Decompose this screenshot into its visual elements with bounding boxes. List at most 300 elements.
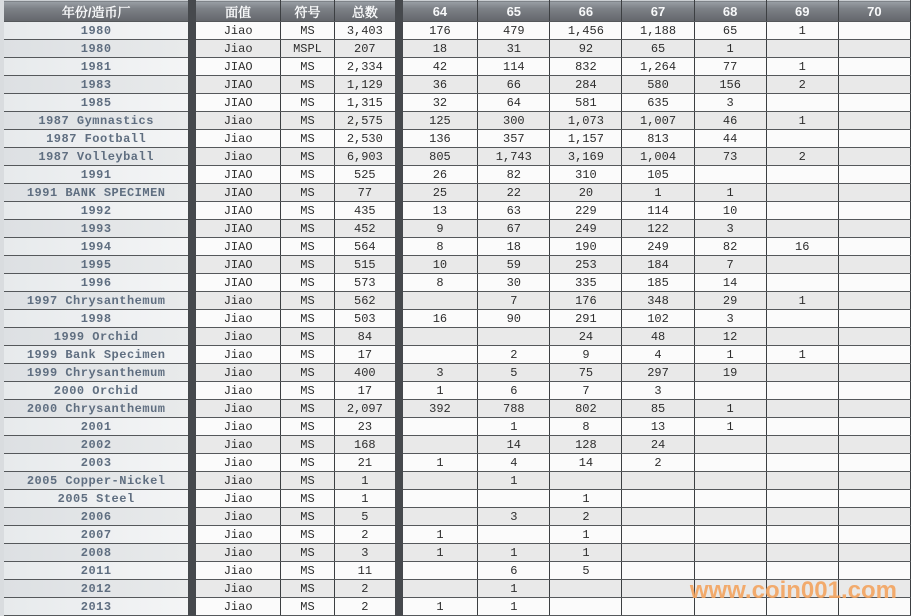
cell-symbol: MS — [280, 292, 334, 310]
cell-grade-66: 8 — [550, 418, 622, 436]
cell-denomination: Jiao — [192, 544, 280, 562]
cell-grade-65: 114 — [478, 58, 550, 76]
cell-grade-69: 1 — [766, 58, 838, 76]
cell-grade-64: 16 — [399, 310, 478, 328]
cell-grade-69 — [766, 472, 838, 490]
cell-year[interactable]: 2005 Copper-Nickel — [2, 472, 192, 490]
cell-grade-68: 19 — [694, 364, 766, 382]
cell-grade-69: 1 — [766, 292, 838, 310]
cell-grade-69 — [766, 508, 838, 526]
cell-symbol: MS — [280, 472, 334, 490]
cell-grade-68 — [694, 598, 766, 616]
cell-grade-65: 357 — [478, 130, 550, 148]
table-row — [2, 130, 911, 148]
cell-grade-67 — [622, 490, 694, 508]
cell-grade-66: 1,073 — [550, 112, 622, 130]
table-row — [2, 526, 911, 544]
table-row — [2, 454, 911, 472]
cell-grade-64 — [399, 292, 478, 310]
header-cell-denomination: 面值 — [192, 1, 280, 22]
table-row — [2, 94, 911, 112]
cell-total: 23 — [335, 418, 399, 436]
cell-grade-69 — [766, 184, 838, 202]
cell-grade-70 — [838, 166, 910, 184]
cell-grade-64: 36 — [399, 76, 478, 94]
cell-grade-70 — [838, 94, 910, 112]
cell-denomination: Jiao — [192, 382, 280, 400]
cell-grade-69 — [766, 544, 838, 562]
cell-denomination: Jiao — [192, 598, 280, 616]
cell-grade-70 — [838, 562, 910, 580]
cell-grade-69: 2 — [766, 148, 838, 166]
cell-grade-65: 22 — [478, 184, 550, 202]
cell-total: 525 — [335, 166, 399, 184]
cell-year[interactable]: 2005 Steel — [2, 490, 192, 508]
cell-symbol: MS — [280, 256, 334, 274]
cell-grade-66: 581 — [550, 94, 622, 112]
cell-year[interactable]: 1997 Chrysanthemum — [2, 292, 192, 310]
cell-grade-66 — [550, 580, 622, 598]
cell-grade-64 — [399, 418, 478, 436]
cell-grade-70 — [838, 292, 910, 310]
cell-total: 515 — [335, 256, 399, 274]
cell-symbol: MS — [280, 184, 334, 202]
cell-grade-70 — [838, 76, 910, 94]
cell-symbol: MS — [280, 580, 334, 598]
cell-grade-67: 1,188 — [622, 22, 694, 40]
cell-grade-64: 8 — [399, 238, 478, 256]
cell-grade-66: 5 — [550, 562, 622, 580]
cell-grade-65: 67 — [478, 220, 550, 238]
cell-grade-67 — [622, 472, 694, 490]
table-row — [2, 22, 911, 40]
cell-grade-68 — [694, 490, 766, 508]
cell-symbol: MS — [280, 598, 334, 616]
cell-grade-70 — [838, 364, 910, 382]
cell-grade-66: 284 — [550, 76, 622, 94]
site-watermark: www.coin001.com — [689, 577, 897, 604]
cell-grade-70 — [838, 346, 910, 364]
cell-grade-68: 3 — [694, 94, 766, 112]
header-cell-grade-69: 69 — [766, 1, 838, 22]
cell-grade-66: 176 — [550, 292, 622, 310]
cell-grade-67: 249 — [622, 238, 694, 256]
cell-denomination: JIAO — [192, 76, 280, 94]
cell-year[interactable]: 1995 — [2, 256, 192, 274]
cell-symbol: MS — [280, 436, 334, 454]
cell-grade-70 — [838, 220, 910, 238]
cell-year[interactable]: 1998 — [2, 310, 192, 328]
cell-grade-67 — [622, 598, 694, 616]
cell-denomination: Jiao — [192, 148, 280, 166]
cell-denomination: JIAO — [192, 184, 280, 202]
cell-year[interactable]: 1980 — [2, 40, 192, 58]
cell-total: 562 — [335, 292, 399, 310]
cell-grade-65: 1,743 — [478, 148, 550, 166]
cell-denomination: Jiao — [192, 508, 280, 526]
cell-grade-69: 16 — [766, 238, 838, 256]
cell-grade-64: 1 — [399, 598, 478, 616]
cell-grade-66: 832 — [550, 58, 622, 76]
cell-total: 17 — [335, 382, 399, 400]
cell-grade-64 — [399, 328, 478, 346]
cell-grade-64: 125 — [399, 112, 478, 130]
cell-grade-69 — [766, 382, 838, 400]
cell-grade-67: 348 — [622, 292, 694, 310]
cell-denomination: Jiao — [192, 454, 280, 472]
cell-symbol: MS — [280, 490, 334, 508]
cell-symbol: MS — [280, 148, 334, 166]
cell-grade-65: 1 — [478, 544, 550, 562]
cell-grade-64 — [399, 436, 478, 454]
table-row — [2, 472, 911, 490]
table-row — [2, 292, 911, 310]
cell-grade-66: 20 — [550, 184, 622, 202]
cell-grade-67: 114 — [622, 202, 694, 220]
cell-denomination: JIAO — [192, 256, 280, 274]
cell-year[interactable]: 2011 — [2, 562, 192, 580]
cell-grade-64: 9 — [399, 220, 478, 238]
cell-grade-70 — [838, 22, 910, 40]
cell-symbol: MS — [280, 364, 334, 382]
cell-grade-64: 18 — [399, 40, 478, 58]
cell-grade-64: 42 — [399, 58, 478, 76]
cell-grade-70 — [838, 598, 910, 616]
cell-year[interactable]: 2012 — [2, 580, 192, 598]
cell-denomination: Jiao — [192, 526, 280, 544]
cell-denomination: Jiao — [192, 346, 280, 364]
cell-year[interactable]: 1987 Gymnastics — [2, 112, 192, 130]
cell-grade-70 — [838, 580, 910, 598]
cell-grade-68: 1 — [694, 400, 766, 418]
cell-grade-69 — [766, 202, 838, 220]
table-row — [2, 382, 911, 400]
cell-grade-67: 185 — [622, 274, 694, 292]
cell-grade-70 — [838, 148, 910, 166]
table-row — [2, 400, 911, 418]
cell-grade-64: 1 — [399, 454, 478, 472]
cell-grade-65: 479 — [478, 22, 550, 40]
cell-grade-70 — [838, 112, 910, 130]
cell-grade-68 — [694, 580, 766, 598]
cell-total: 1,315 — [335, 94, 399, 112]
cell-year[interactable]: 1985 — [2, 94, 192, 112]
cell-grade-67 — [622, 508, 694, 526]
cell-grade-69 — [766, 328, 838, 346]
cell-year[interactable]: 1994 — [2, 238, 192, 256]
cell-total: 2 — [335, 598, 399, 616]
cell-year[interactable]: 1996 — [2, 274, 192, 292]
cell-symbol: MS — [280, 346, 334, 364]
table-row — [2, 256, 911, 274]
cell-grade-65: 1 — [478, 472, 550, 490]
cell-grade-66: 335 — [550, 274, 622, 292]
cell-grade-66: 1,157 — [550, 130, 622, 148]
cell-denomination: JIAO — [192, 94, 280, 112]
cell-grade-69 — [766, 310, 838, 328]
cell-year[interactable]: 1991 BANK SPECIMEN — [2, 184, 192, 202]
cell-year[interactable]: 1999 Orchid — [2, 328, 192, 346]
cell-grade-64: 805 — [399, 148, 478, 166]
cell-year[interactable]: 1993 — [2, 220, 192, 238]
cell-denomination: Jiao — [192, 400, 280, 418]
table-row — [2, 274, 911, 292]
cell-grade-68: 29 — [694, 292, 766, 310]
cell-year[interactable]: 1980 — [2, 22, 192, 40]
cell-grade-65: 90 — [478, 310, 550, 328]
cell-grade-65: 6 — [478, 562, 550, 580]
cell-grade-65: 18 — [478, 238, 550, 256]
cell-grade-68 — [694, 508, 766, 526]
cell-grade-67 — [622, 544, 694, 562]
cell-symbol: MS — [280, 508, 334, 526]
cell-grade-70 — [838, 130, 910, 148]
cell-grade-70 — [838, 490, 910, 508]
cell-symbol: MS — [280, 562, 334, 580]
table-row — [2, 166, 911, 184]
cell-grade-69 — [766, 40, 838, 58]
cell-grade-65: 1 — [478, 418, 550, 436]
cell-denomination: Jiao — [192, 436, 280, 454]
cell-grade-64: 8 — [399, 274, 478, 292]
cell-year[interactable]: 2000 Orchid — [2, 382, 192, 400]
cell-symbol: MS — [280, 94, 334, 112]
cell-total: 2 — [335, 580, 399, 598]
cell-grade-66: 75 — [550, 364, 622, 382]
cell-symbol: MS — [280, 22, 334, 40]
cell-grade-66 — [550, 598, 622, 616]
cell-grade-68: 1 — [694, 346, 766, 364]
cell-grade-68 — [694, 166, 766, 184]
cell-symbol: MS — [280, 58, 334, 76]
cell-grade-64: 25 — [399, 184, 478, 202]
cell-grade-67: 1,007 — [622, 112, 694, 130]
cell-grade-65: 7 — [478, 292, 550, 310]
cell-denomination: Jiao — [192, 472, 280, 490]
table-row — [2, 184, 911, 202]
cell-grade-64: 13 — [399, 202, 478, 220]
cell-total: 2,575 — [335, 112, 399, 130]
header-cell-grade-70: 70 — [838, 1, 910, 22]
cell-grade-66: 253 — [550, 256, 622, 274]
cell-total: 21 — [335, 454, 399, 472]
cell-grade-70 — [838, 436, 910, 454]
cell-grade-65 — [478, 328, 550, 346]
cell-grade-64: 32 — [399, 94, 478, 112]
cell-grade-66: 24 — [550, 328, 622, 346]
cell-grade-65: 5 — [478, 364, 550, 382]
cell-grade-69: 1 — [766, 346, 838, 364]
cell-grade-67: 105 — [622, 166, 694, 184]
cell-grade-69 — [766, 562, 838, 580]
cell-grade-64: 176 — [399, 22, 478, 40]
cell-total: 17 — [335, 346, 399, 364]
cell-grade-67: 1,004 — [622, 148, 694, 166]
cell-year[interactable]: 2003 — [2, 454, 192, 472]
cell-grade-67: 4 — [622, 346, 694, 364]
cell-year[interactable]: 1981 — [2, 58, 192, 76]
cell-year[interactable]: 2001 — [2, 418, 192, 436]
cell-grade-65: 6 — [478, 382, 550, 400]
header-cell-grade-68: 68 — [694, 1, 766, 22]
cell-year[interactable]: 1999 Chrysanthemum — [2, 364, 192, 382]
cell-grade-70 — [838, 58, 910, 76]
cell-denomination: Jiao — [192, 292, 280, 310]
cell-grade-67: 297 — [622, 364, 694, 382]
cell-total: 452 — [335, 220, 399, 238]
cell-grade-69: 1 — [766, 112, 838, 130]
table-row — [2, 310, 911, 328]
cell-grade-70 — [838, 400, 910, 418]
cell-grade-68: 82 — [694, 238, 766, 256]
cell-denomination: Jiao — [192, 418, 280, 436]
cell-grade-66: 14 — [550, 454, 622, 472]
cell-denomination: Jiao — [192, 22, 280, 40]
cell-year[interactable]: 1983 — [2, 76, 192, 94]
cell-total: 6,903 — [335, 148, 399, 166]
table-row — [2, 58, 911, 76]
cell-grade-70 — [838, 40, 910, 58]
cell-grade-64: 1 — [399, 526, 478, 544]
cell-total: 77 — [335, 184, 399, 202]
cell-denomination: JIAO — [192, 220, 280, 238]
cell-total: 400 — [335, 364, 399, 382]
cell-grade-70 — [838, 256, 910, 274]
cell-total: 2 — [335, 526, 399, 544]
cell-year[interactable]: 2008 — [2, 544, 192, 562]
census-table-body — [2, 22, 911, 616]
table-row — [2, 364, 911, 382]
cell-grade-64: 26 — [399, 166, 478, 184]
cell-denomination: Jiao — [192, 130, 280, 148]
cell-grade-67: 2 — [622, 454, 694, 472]
cell-total: 503 — [335, 310, 399, 328]
cell-grade-67: 102 — [622, 310, 694, 328]
cell-grade-68: 12 — [694, 328, 766, 346]
cell-denomination: Jiao — [192, 328, 280, 346]
cell-total: 3 — [335, 544, 399, 562]
table-row — [2, 562, 911, 580]
cell-grade-68: 44 — [694, 130, 766, 148]
table-row — [2, 346, 911, 364]
table-row — [2, 76, 911, 94]
cell-total: 2,097 — [335, 400, 399, 418]
cell-grade-69 — [766, 220, 838, 238]
cell-grade-66: 3,169 — [550, 148, 622, 166]
cell-symbol: MS — [280, 112, 334, 130]
cell-grade-68 — [694, 472, 766, 490]
cell-grade-70 — [838, 202, 910, 220]
cell-year[interactable]: 1999 Bank Specimen — [2, 346, 192, 364]
cell-grade-68: 3 — [694, 220, 766, 238]
cell-grade-69 — [766, 526, 838, 544]
cell-denomination: JIAO — [192, 58, 280, 76]
cell-grade-65: 30 — [478, 274, 550, 292]
cell-symbol: MS — [280, 418, 334, 436]
cell-year[interactable]: 2002 — [2, 436, 192, 454]
cell-grade-64 — [399, 580, 478, 598]
cell-grade-69 — [766, 130, 838, 148]
cell-grade-66: 310 — [550, 166, 622, 184]
cell-grade-69 — [766, 436, 838, 454]
cell-grade-65: 300 — [478, 112, 550, 130]
cell-grade-66: 291 — [550, 310, 622, 328]
cell-year[interactable]: 2000 Chrysanthemum — [2, 400, 192, 418]
cell-total: 84 — [335, 328, 399, 346]
cell-total: 573 — [335, 274, 399, 292]
cell-grade-64: 1 — [399, 544, 478, 562]
cell-year[interactable]: 1987 Volleyball — [2, 148, 192, 166]
cell-grade-66: 1 — [550, 490, 622, 508]
cell-year[interactable]: 2013 — [2, 598, 192, 616]
cell-grade-65: 64 — [478, 94, 550, 112]
cell-grade-64: 3 — [399, 364, 478, 382]
cell-grade-69: 2 — [766, 76, 838, 94]
cell-grade-65 — [478, 490, 550, 508]
cell-grade-69 — [766, 418, 838, 436]
cell-year[interactable]: 2007 — [2, 526, 192, 544]
header-cell-symbol: 符号 — [280, 1, 334, 22]
cell-denomination: Jiao — [192, 580, 280, 598]
cell-grade-68: 73 — [694, 148, 766, 166]
cell-grade-67: 24 — [622, 436, 694, 454]
cell-grade-65: 63 — [478, 202, 550, 220]
cell-year[interactable]: 2006 — [2, 508, 192, 526]
cell-total: 1 — [335, 490, 399, 508]
cell-grade-70 — [838, 184, 910, 202]
cell-year[interactable]: 1991 — [2, 166, 192, 184]
cell-grade-66: 802 — [550, 400, 622, 418]
cell-symbol: MS — [280, 382, 334, 400]
cell-year[interactable]: 1992 — [2, 202, 192, 220]
cell-denomination: JIAO — [192, 166, 280, 184]
cell-grade-68: 1 — [694, 40, 766, 58]
cell-grade-69 — [766, 94, 838, 112]
cell-grade-68: 10 — [694, 202, 766, 220]
cell-grade-66: 2 — [550, 508, 622, 526]
cell-total: 168 — [335, 436, 399, 454]
cell-year[interactable]: 1987 Football — [2, 130, 192, 148]
cell-grade-68: 1 — [694, 418, 766, 436]
cell-grade-68: 7 — [694, 256, 766, 274]
cell-grade-69 — [766, 490, 838, 508]
cell-grade-64: 392 — [399, 400, 478, 418]
cell-denomination: Jiao — [192, 562, 280, 580]
cell-grade-70 — [838, 310, 910, 328]
cell-grade-68 — [694, 454, 766, 472]
cell-symbol: MS — [280, 166, 334, 184]
cell-denomination: JIAO — [192, 238, 280, 256]
table-row — [2, 112, 911, 130]
cell-grade-68 — [694, 544, 766, 562]
cell-symbol: MS — [280, 544, 334, 562]
cell-grade-67: 635 — [622, 94, 694, 112]
cell-grade-64 — [399, 472, 478, 490]
cell-grade-69 — [766, 400, 838, 418]
header-cell-year: 年份/造币厂 — [2, 1, 192, 22]
cell-symbol: MS — [280, 76, 334, 94]
cell-grade-68: 1 — [694, 184, 766, 202]
cell-grade-70 — [838, 508, 910, 526]
cell-grade-65 — [478, 526, 550, 544]
cell-grade-66: 128 — [550, 436, 622, 454]
cell-grade-65: 1 — [478, 598, 550, 616]
cell-grade-69 — [766, 580, 838, 598]
cell-grade-67: 580 — [622, 76, 694, 94]
cell-symbol: MS — [280, 526, 334, 544]
cell-grade-65: 82 — [478, 166, 550, 184]
cell-grade-65: 59 — [478, 256, 550, 274]
